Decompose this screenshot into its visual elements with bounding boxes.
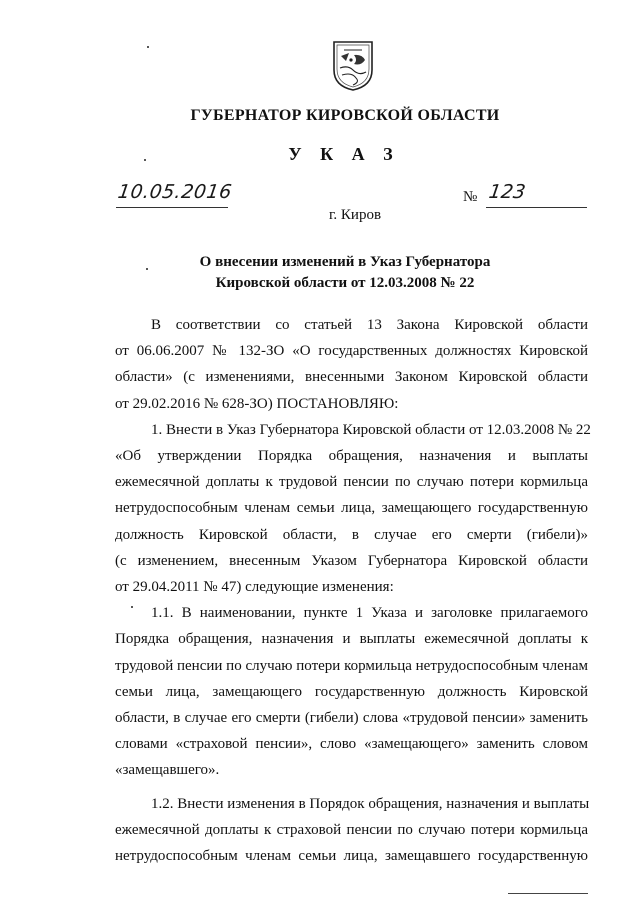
decree-date-field <box>116 181 234 208</box>
body-line: 1. Внести в Указ Губернатора Кировской области от 12.03.2008 № 22 <box>151 421 591 438</box>
decree-body <box>115 312 591 869</box>
decree-subject <box>0 252 640 294</box>
scan-speck <box>147 46 149 48</box>
body-line: 1.2. Внести изменения в Порядок обращения, назначения и выплаты <box>151 795 590 812</box>
decree-date: 10.05.2016 <box>116 181 234 203</box>
body-line: нетрудоспособным членам семьи лица, замещавшего государственную <box>115 848 588 865</box>
body-line: трудовой пенсии по случаю потери кормильца нетрудоспособным членам <box>115 657 588 674</box>
document-type-title: У К А З <box>288 144 400 164</box>
city-of-issue: г. Киров <box>328 207 382 223</box>
footer-rule <box>508 893 588 894</box>
body-line: (с изменением, внесенным Указом Губернатора Кировской области <box>115 552 588 569</box>
body-line: семьи лица, замещающего государственную должность Кировской <box>115 683 588 700</box>
body-line: словами «страховой пенсии», слово «замещающего» заменить словом <box>115 736 588 753</box>
body-line: «замещавшего». <box>115 762 220 779</box>
issuer-title: ГУБЕРНАТОР КИРОВСКОЙ ОБЛАСТИ <box>190 107 500 124</box>
body-line: ежемесячной доплаты к трудовой пенсии по случаю потери кормильца <box>115 474 588 491</box>
body-line: области» (с изменениями, внесенными Законом Кировской области <box>115 369 588 386</box>
coat-of-arms-icon <box>332 40 374 92</box>
decree-number-field <box>486 183 587 208</box>
body-line: «Об утверждении Порядка обращения, назначения и выплаты <box>115 448 588 465</box>
body-line: от 29.02.2016 № 628-ЗО) ПОСТАНОВЛЯЮ: <box>115 395 399 412</box>
scan-speck <box>144 159 146 161</box>
subject-line: Кировской области от 12.03.2008 № 22 <box>215 275 475 291</box>
scan-speck <box>146 268 148 270</box>
body-line: В соответствии со статьей 13 Закона Кировской области <box>151 317 588 333</box>
body-line: нетрудоспособным членам семьи лица, замещающего государственную <box>115 500 588 517</box>
paragraph-gap <box>115 784 588 791</box>
body-line: ежемесячной доплаты к страховой пенсии по случаю потери кормильца <box>115 821 588 838</box>
body-line: области, в случае его смерти (гибели) слова «трудовой пенсии» заменить <box>115 710 588 727</box>
body-line: 1.1. В наименовании, пункте 1 Указа и заголовке прилагаемого <box>151 605 588 622</box>
subject-line: О внесении изменений в Указ Губернатора <box>199 254 491 270</box>
decree-number-label: № <box>463 189 478 205</box>
body-line: должность Кировской области, в случае его смерти (гибели)» <box>115 526 588 543</box>
body-line: от 29.04.2011 № 47) следующие изменения: <box>115 579 394 596</box>
body-line: от 06.06.2007 № 132-ЗО «О государственных должностях Кировской <box>115 343 588 360</box>
scan-speck <box>131 606 133 608</box>
decree-number: 123 <box>487 181 527 203</box>
body-line: Порядка обращения, назначения и выплаты ежемесячной доплаты к <box>115 631 588 648</box>
